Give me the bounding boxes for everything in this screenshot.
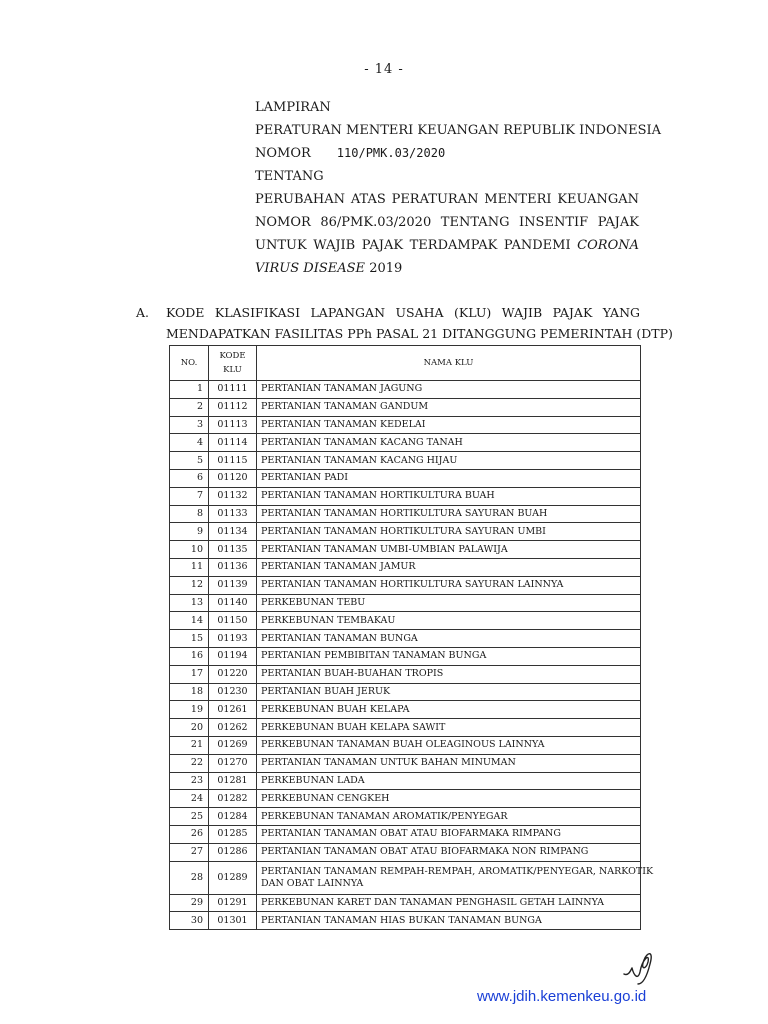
- row-no: 3: [170, 416, 209, 434]
- row-nama-klu: PERTANIAN TANAMAN HORTIKULTURA SAYURAN BUAH: [257, 505, 641, 523]
- subject-line-4: [255, 257, 639, 280]
- row-kode-klu: 01261: [209, 701, 257, 719]
- row-nama-klu: PERKEBUNAN CENGKEH: [257, 790, 641, 808]
- row-no: 5: [170, 452, 209, 470]
- table-row: [170, 894, 641, 912]
- row-kode-klu: 01133: [209, 505, 257, 523]
- table-row: [170, 505, 641, 523]
- row-nama-klu: PERKEBUNAN BUAH KELAPA: [257, 701, 641, 719]
- page-number: - 14 -: [364, 62, 404, 77]
- document-header: [255, 96, 662, 280]
- subject-line-4-italic: VIRUS DISEASE: [255, 261, 366, 276]
- row-kode-klu: 01284: [209, 808, 257, 826]
- row-kode-klu: 01282: [209, 790, 257, 808]
- row-no: 12: [170, 576, 209, 594]
- row-no: 19: [170, 701, 209, 719]
- row-nama-klu: PERTANIAN TANAMAN GANDUM: [257, 398, 641, 416]
- row-nama-klu: PERKEBUNAN BUAH KELAPA SAWIT: [257, 719, 641, 737]
- header-kode-line-2: KLU: [223, 365, 242, 375]
- row-nama-klu: PERTANIAN BUAH JERUK: [257, 683, 641, 701]
- row-nama-klu: PERTANIAN TANAMAN OBAT ATAU BIOFARMAKA NON RIMPANG: [257, 843, 641, 861]
- klu-table-body: [170, 381, 654, 930]
- table-row: [170, 701, 641, 719]
- row-nama-klu: PERTANIAN TANAMAN UMBI-UMBIAN PALAWIJA: [257, 541, 641, 559]
- section-heading-line-1: KODE KLASIFIKASI LAPANGAN USAHA (KLU) WAJIB PAJAK YANG: [166, 305, 640, 320]
- row-nama-klu: PERTANIAN TANAMAN KEDELAI: [257, 416, 641, 434]
- header-nama: NAMA KLU: [257, 346, 641, 381]
- row-kode-klu: 01150: [209, 612, 257, 630]
- row-no: 28: [170, 861, 209, 894]
- table-row: [170, 912, 641, 930]
- subject-line-3-italic: CORONA: [577, 238, 639, 253]
- table-row: [170, 469, 641, 487]
- table-row: [170, 665, 641, 683]
- row-no: 14: [170, 612, 209, 630]
- table-row: [170, 612, 641, 630]
- row-kode-klu: 01270: [209, 754, 257, 772]
- row-kode-klu: 01230: [209, 683, 257, 701]
- website-link[interactable]: www.jdih.kemenkeu.go.id: [477, 988, 647, 1005]
- table-row: [170, 683, 641, 701]
- regulation-title: PERATURAN MENTERI KEUANGAN REPUBLIK INDONESIA: [255, 123, 662, 138]
- row-nama-klu: PERTANIAN TANAMAN HORTIKULTURA SAYURAN UMBI: [257, 523, 641, 541]
- subject-line-3: [255, 234, 639, 257]
- subject-line-4-text: 2019: [369, 261, 403, 276]
- row-nama-klu: PERKEBUNAN LADA: [257, 772, 641, 790]
- table-row: [170, 630, 641, 648]
- row-nama-klu: PERKEBUNAN TEMBAKAU: [257, 612, 641, 630]
- nomor-label: NOMOR: [255, 146, 311, 161]
- row-nama-klu: [257, 861, 654, 894]
- table-row: [170, 808, 641, 826]
- row-nama-klu: PERTANIAN TANAMAN JAGUNG: [257, 381, 641, 399]
- row-kode-klu: 01114: [209, 434, 257, 452]
- header-kode: [209, 346, 257, 381]
- table-row: [170, 416, 641, 434]
- signature-mark: [620, 946, 660, 986]
- row-nama-klu: PERTANIAN TANAMAN HORTIKULTURA SAYURAN LAINNYA: [257, 576, 641, 594]
- row-kode-klu: 01115: [209, 452, 257, 470]
- table-row: [170, 576, 641, 594]
- row-no: 22: [170, 754, 209, 772]
- row-no: 2: [170, 398, 209, 416]
- row-nama-klu: PERKEBUNAN TANAMAN BUAH OLEAGINOUS LAINNYA: [257, 736, 641, 754]
- row-no: 24: [170, 790, 209, 808]
- row-no: 7: [170, 487, 209, 505]
- row-kode-klu: 01111: [209, 381, 257, 399]
- row-nama-klu-line-1: PERTANIAN TANAMAN REMPAH-REMPAH, AROMATIK/PENYEGAR, NARKOTIK: [261, 865, 654, 877]
- table-row: [170, 398, 641, 416]
- row-kode-klu: 01112: [209, 398, 257, 416]
- section-heading-line-2: MENDAPATKAN FASILITAS PPh PASAL 21 DITANGGUNG PEMERINTAH (DTP): [166, 326, 673, 341]
- row-no: 16: [170, 647, 209, 665]
- table-row: [170, 434, 641, 452]
- table-row: [170, 861, 641, 894]
- row-kode-klu: 01135: [209, 541, 257, 559]
- row-kode-klu: 01194: [209, 647, 257, 665]
- row-kode-klu: 01140: [209, 594, 257, 612]
- table-row: [170, 487, 641, 505]
- table-row: [170, 558, 641, 576]
- lampiran-label: LAMPIRAN: [255, 100, 331, 115]
- row-kode-klu: 01289: [209, 861, 257, 894]
- table-row: [170, 452, 641, 470]
- row-no: 29: [170, 894, 209, 912]
- row-no: 27: [170, 843, 209, 861]
- row-kode-klu: 01132: [209, 487, 257, 505]
- row-kode-klu: 01285: [209, 825, 257, 843]
- row-no: 21: [170, 736, 209, 754]
- row-nama-klu: PERTANIAN TANAMAN OBAT ATAU BIOFARMAKA RIMPANG: [257, 825, 641, 843]
- table-row: [170, 772, 641, 790]
- tentang-label: TENTANG: [255, 169, 324, 184]
- table-row: [170, 825, 641, 843]
- row-kode-klu: 01136: [209, 558, 257, 576]
- row-nama-klu: PERKEBUNAN TANAMAN AROMATIK/PENYEGAR: [257, 808, 641, 826]
- row-no: 13: [170, 594, 209, 612]
- table-row: [170, 736, 641, 754]
- row-kode-klu: 01281: [209, 772, 257, 790]
- row-nama-klu: PERTANIAN BUAH-BUAHAN TROPIS: [257, 665, 641, 683]
- row-no: 4: [170, 434, 209, 452]
- header-no: NO.: [170, 346, 209, 381]
- row-no: 26: [170, 825, 209, 843]
- row-kode-klu: 01113: [209, 416, 257, 434]
- subject-line-3-text: UNTUK WAJIB PAJAK TERDAMPAK PANDEMI: [255, 238, 571, 253]
- table-row: [170, 523, 641, 541]
- row-no: 9: [170, 523, 209, 541]
- row-no: 10: [170, 541, 209, 559]
- row-nama-klu: PERTANIAN TANAMAN HIAS BUKAN TANAMAN BUNGA: [257, 912, 641, 930]
- row-no: 30: [170, 912, 209, 930]
- row-kode-klu: 01220: [209, 665, 257, 683]
- row-nama-klu: PERKEBUNAN TEBU: [257, 594, 641, 612]
- row-no: 11: [170, 558, 209, 576]
- table-row: [170, 594, 641, 612]
- subject-line-1: PERUBAHAN ATAS PERATURAN MENTERI KEUANGAN: [255, 192, 639, 207]
- table-row: [170, 843, 641, 861]
- row-no: 23: [170, 772, 209, 790]
- section-letter: A.: [136, 305, 150, 320]
- row-no: 6: [170, 469, 209, 487]
- header-kode-line-1: KODE: [219, 351, 246, 361]
- table-row: [170, 541, 641, 559]
- klu-table: [169, 345, 654, 930]
- row-no: 1: [170, 381, 209, 399]
- table-row: [170, 647, 641, 665]
- row-kode-klu: 01120: [209, 469, 257, 487]
- row-no: 8: [170, 505, 209, 523]
- row-nama-klu: PERTANIAN TANAMAN UNTUK BAHAN MINUMAN: [257, 754, 641, 772]
- row-no: 17: [170, 665, 209, 683]
- row-no: 15: [170, 630, 209, 648]
- section-a-heading: [136, 302, 673, 344]
- row-kode-klu: 01193: [209, 630, 257, 648]
- row-nama-klu: PERKEBUNAN KARET DAN TANAMAN PENGHASIL GETAH LAINNYA: [257, 894, 641, 912]
- row-kode-klu: 01291: [209, 894, 257, 912]
- row-nama-klu: PERTANIAN PADI: [257, 469, 641, 487]
- row-nama-klu: PERTANIAN TANAMAN JAMUR: [257, 558, 641, 576]
- table-header-row: [170, 346, 641, 381]
- row-nama-klu: PERTANIAN TANAMAN HORTIKULTURA BUAH: [257, 487, 641, 505]
- row-nama-klu-line-2: DAN OBAT LAINNYA: [261, 877, 364, 889]
- table-row: [170, 719, 641, 737]
- row-no: 18: [170, 683, 209, 701]
- table-row: [170, 381, 641, 399]
- row-kode-klu: 01301: [209, 912, 257, 930]
- subject-line-2: NOMOR 86/PMK.03/2020 TENTANG INSENTIF PAJAK: [255, 215, 639, 230]
- table-row: [170, 790, 641, 808]
- row-kode-klu: 01139: [209, 576, 257, 594]
- nomor-line: [255, 142, 639, 165]
- table-row: [170, 754, 641, 772]
- row-kode-klu: 01262: [209, 719, 257, 737]
- nomor-value: 110/PMK.03/2020: [336, 146, 446, 160]
- row-nama-klu: PERTANIAN TANAMAN BUNGA: [257, 630, 641, 648]
- row-kode-klu: 01269: [209, 736, 257, 754]
- row-kode-klu: 01286: [209, 843, 257, 861]
- row-no: 25: [170, 808, 209, 826]
- row-no: 20: [170, 719, 209, 737]
- row-nama-klu: PERTANIAN TANAMAN KACANG TANAH: [257, 434, 641, 452]
- row-nama-klu: PERTANIAN PEMBIBITAN TANAMAN BUNGA: [257, 647, 641, 665]
- row-kode-klu: 01134: [209, 523, 257, 541]
- row-nama-klu: PERTANIAN TANAMAN KACANG HIJAU: [257, 452, 641, 470]
